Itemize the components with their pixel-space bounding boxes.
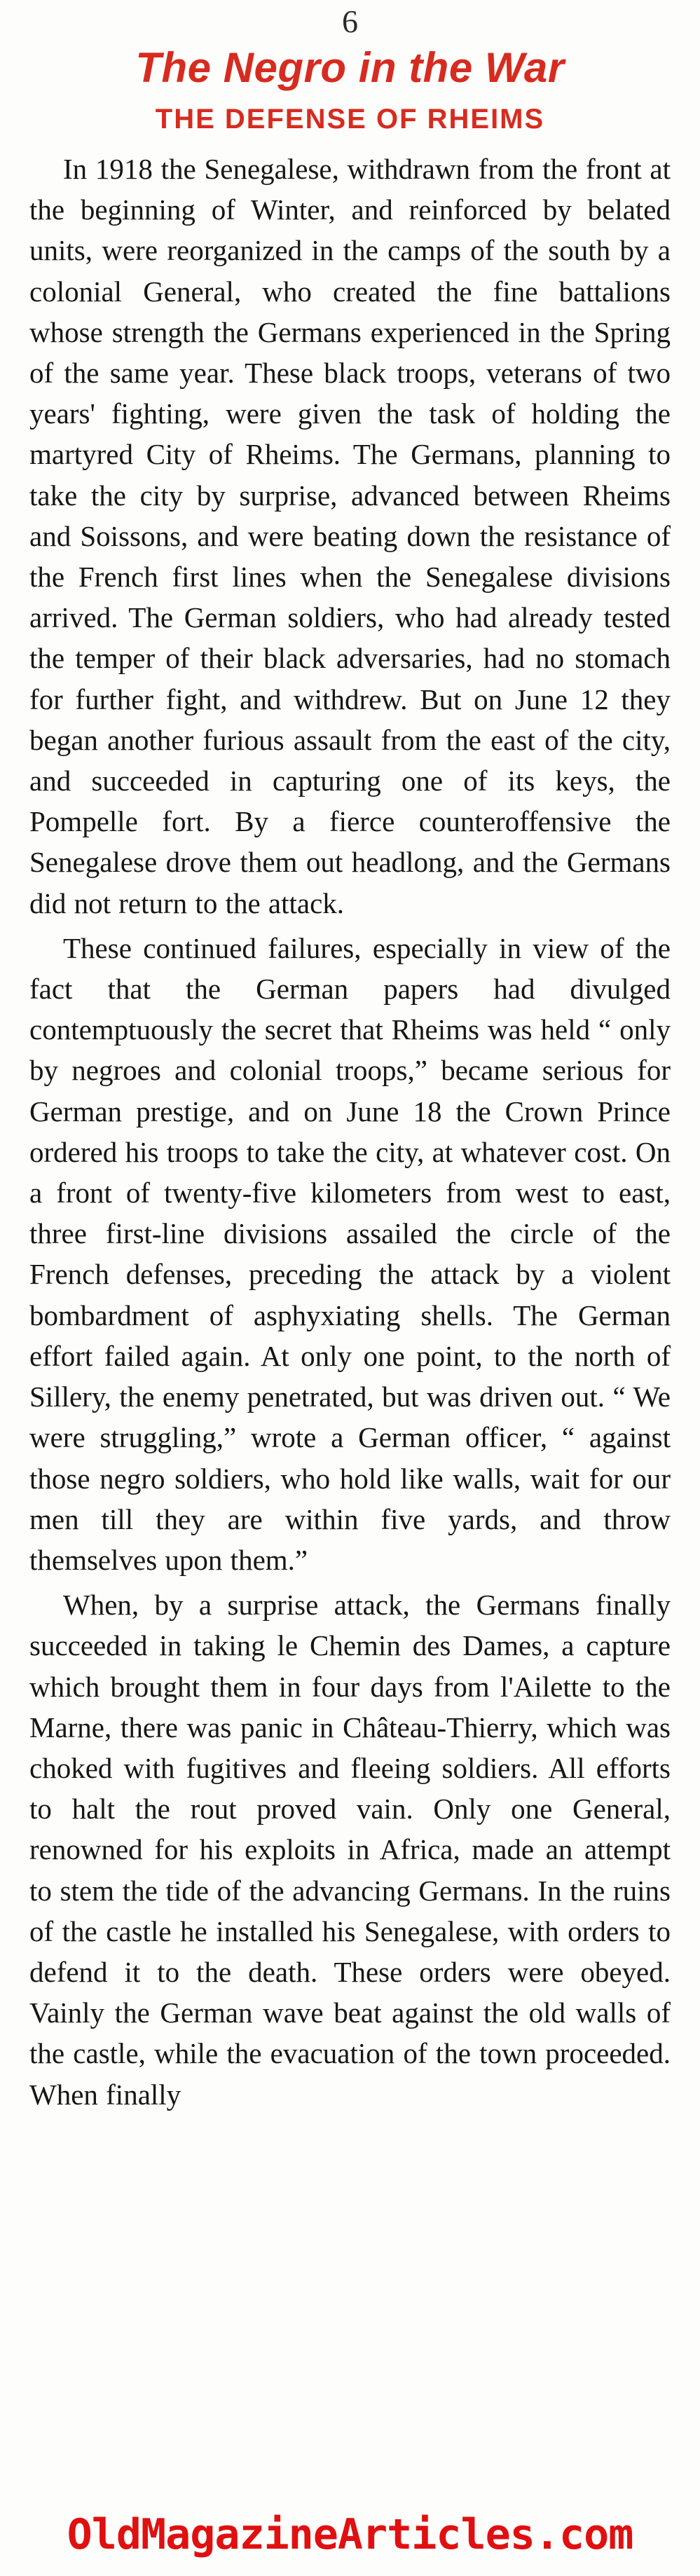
article-title: The Negro in the War [135,44,565,91]
page-number: 6 [342,4,358,39]
article-paragraph-2: These continued failures, especially in view of the fact that the German papers had divulged contemptuously the secret that Rheims was held “ only by negroes and colonial troops,” became serious for German prestige, and on June 18 the Crown Prince ordered his troops to take the city, at whatever cost. On a front of twenty-five kilometers from west to east, three first-line divisions assailed the circle of the French defenses, preceding the attack by a violent bombardment of asphyxiating shells. The German effort failed again. At only one point, to the north of Sillery, the enemy penetrated, but was driven out. “ We were struggling,” wrote a German officer, “ against those negro soldiers, who hold like walls, wait for our men till they are within five yards, and throw themselves upon them.” [29,931,671,1576]
site-watermark-banner[interactable]: OldMagazineArticles.com [67,2510,633,2559]
article-paragraph-1: In 1918 the Senegalese, withdrawn from the front at the beginning of Winter, and reinforced by belated units, were reorganized in the camps of the south by a colonial General, who created the fine battalions whose strength the Germans experienced in the Spring of the same year. These black troops, veterans of two years' fighting, were given the task of holding the martyred City of Rheims. The Germans, planning to take the city by surprise, advanced between Rheims and Soissons, and were beating down the resistance of the French first lines when the Senegalese divisions arrived. The German soldiers, who had already tested the temper of their black adversaries, had no stomach for further fight, and withdrew. But on June 12 they began another furious assault from the east of the city, and succeeded in capturing one of its keys, the Pompelle fort. By a fierce counteroffensive the Senegalese drove them out headlong, and the Germans did not return to the attack. [29,153,671,919]
article-body [29,149,671,2489]
article-subtitle: THE DEFENSE OF RHEIMS [155,104,545,135]
article-paragraph-3: When, by a surprise attack, the Germans finally succeeded in taking le Chemin des Dames, a capture which brought them in four days from l'Ailette to the Marne, there was panic in Château-Thierry, which was choked with fugitives and fleeing soldiers. All efforts to halt the rout proved vain. Only one General, renowned for his exploits in Africa, made an attempt to stem the tide of the advancing Germans. In the ruins of the castle he installed his Senegalese, with orders to defend it to the death. These orders were obeyed. Vainly the German wave beat against the old walls of the castle, while the evacuation of the town proceeded. When finally [29,1589,671,2111]
